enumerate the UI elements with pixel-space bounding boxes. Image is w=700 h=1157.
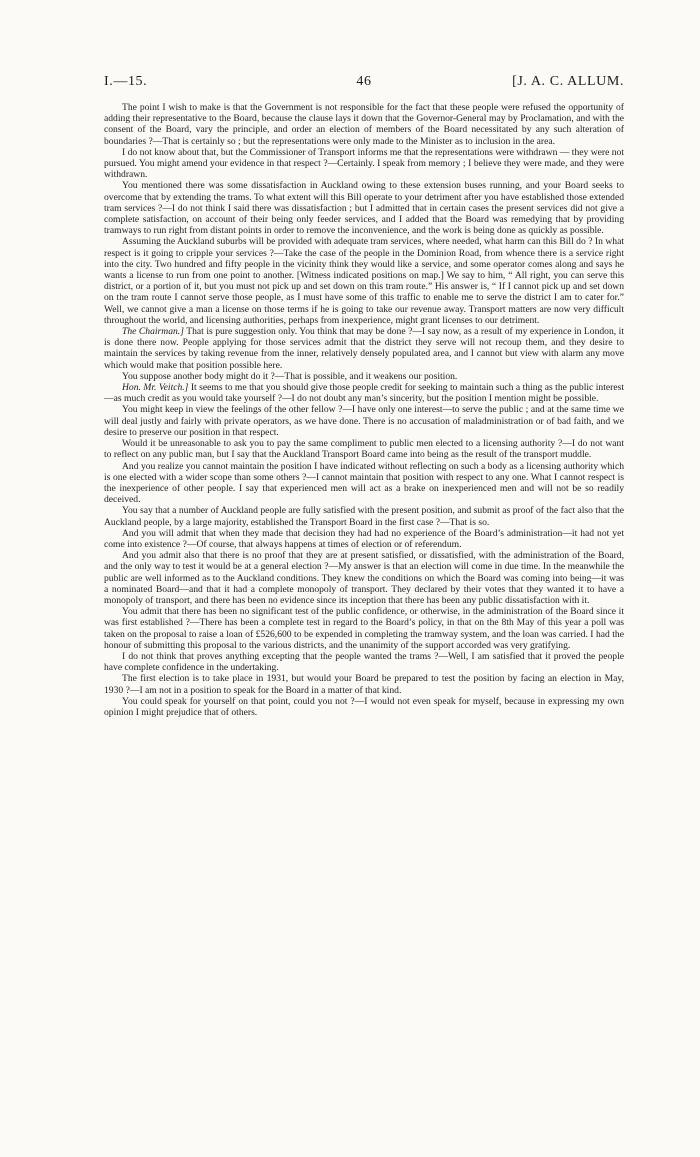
paragraph-text: Would it be unreasonable to ask you to pay the same compliment to public men elected to a licensing authority ?—I do not want to reflect on any public man, but I say that the Auckland Transport Board came into being as the result of the transport muddle. — [104, 438, 624, 461]
paragraph — [104, 696, 624, 718]
paragraph — [104, 147, 624, 181]
paragraph-text: I do not know about that, but the Commissioner of Transport informs me that the representations were withdrawn — they were not pursued. You might amend your evidence in that respect ?—Certainly. I speak from memory ; I believe they were made, and they were withdrawn. — [104, 146, 624, 181]
paragraph-text: You suppose another body might do it ?—That is possible, and it weakens our position. — [122, 370, 458, 382]
paragraph-text: The first election is to take place in 1931, but would your Board be prepared to test the position by facing an election in May, 1930 ?—I am not in a position to speak for the Board in a matter of that kind. — [104, 673, 624, 696]
paragraph-text: You could speak for yourself on that point, could you not ?—I would not even speak for myself, because in expressing my own opinion I might prejudice that of others. — [104, 695, 624, 718]
paragraph — [104, 236, 624, 326]
paragraph-text: I do not think that proves anything excepting that the people wanted the trams ?—Well, I am satisfied that it proved the people have complete confidence in the undertaking. — [104, 650, 624, 674]
paragraph — [104, 180, 624, 236]
paragraph-text: That is pure suggestion only. You think that may be done ?—I say now, as a result of my experience in London, it is done there now. People applying for those services admit that the district they serve will not recoup them, and they desire to maintain the services by taking revenue from the inner, relatively densely populated area, and I cannot but view with alarm any move which would make that position possible here. — [104, 326, 624, 371]
paragraph-text: The point I wish to make is that the Government is not responsible for the fact that these people were refused the opportunity of adding their representative to the Board, because the clause lays it down that the Governor-General may by Proclamation, and with the consent of the Board, vary the principle, and order an election of members of the Board necessitated by any such alteration of boundaries ?—That is certainly so ; but the representations were only made to the Minister as to inclusion in the area. — [104, 102, 624, 147]
speaker-label: The Chairman.] — [122, 326, 184, 338]
page-number: 46 — [356, 74, 372, 89]
paragraph — [104, 606, 624, 651]
paragraph-text: You say that a number of Auckland people are fully satisfied with the present position, and submit as proof of the fact also that the Auckland people, by a large majority, established the Transport Board in the first case ?—That is so. — [104, 505, 624, 528]
paragraph — [104, 326, 624, 371]
paragraph-text: You mentioned there was some dissatisfaction in Auckland owing to these extension buses running, and your Board seeks to overcome that by extending the trams. To what extent will this Bill operate to your detriment after you have established those extended tram services ?—I do not think I said there was dissatisfaction ; but I admitted that in certain cases the present services did not give a complete satisfaction, on account of their being only feeder services, and I added that the Board was remedying that by providing tramways to run right from distant points in order to remove the inconvenience, and the work is being done as quickly as possible. — [104, 180, 624, 237]
speaker-label: Hon. Mr. Veitch.] — [122, 382, 189, 394]
report-reference: I.—15. — [104, 74, 148, 89]
paragraph-text: You admit that there has been no significant test of the public confidence, or otherwise, in the administration of the Board since it was first established ?—There has been a complete test in regard to the Board’s policy, in that on the 8th May of this year a poll was taken on the proposal to raise a loan of £526,600 to be expended in completing the tramway system, and the loan was carried. I had the honour of submitting this proposal to the various districts, and the unanimity of the support accorded was very gratifying. — [104, 606, 624, 651]
paragraph — [104, 382, 624, 404]
paragraph — [104, 673, 624, 695]
paragraph — [104, 404, 624, 438]
paragraph — [104, 528, 624, 550]
paragraph — [104, 102, 624, 147]
paragraph — [104, 550, 624, 606]
paragraph-text: And you will admit that when they made that decision they had had no experience of the Board’s administration—it had not yet come into existence ?—Of course, that always happens at times of election or of referendum. — [104, 527, 624, 550]
paragraph-text: Assuming the Auckland suburbs will be provided with adequate tram services, where needed, what harm can this Bill do ? In what respect is it going to cripple your services ?—Take the case of the people in the Dominion Road, from whence there is a service right into the city. Two hundred and fifty people in the vicinity think they would like a service, and some operator comes along and says he wants a license to run from one point to another. [Witness indicated positions on map.] We say to him, “ All right, you can serve this district, or a portion of it, but you must not pick up and set down on this tram route.” His answer is, “ If I cannot pick up and set down on the tram route I cannot serve those people, as I must have some of this traffic to enable me to serve the district I am to cater for.” Well, we cannot give a man a license on those terms if he is going to take our revenue away. Transport matters are now very difficult throughout the world, and licensing authorities, perhaps from inexperience, might grant licenses to our detriment. — [104, 236, 624, 326]
paragraph-text: And you admit also that there is no proof that they are at present satisfied, or dissatisfied, with the administration of the Board, and the only way to test it would be at a general election ?—My answer is that an election will come in due time. In the meanwhile the public are well informed as to the Auckland conditions. They knew the conditions on which the Board was coming into being—it was a nominated Board—and that it had a complete monopoly of transport. They declared by their votes that they wanted it to have a monopoly of transport, and there has been no evidence since its inception that there has been any public dissatisfaction with it. — [104, 550, 624, 606]
page-header — [104, 70, 624, 94]
witness-name: [J. A. C. ALLUM. — [512, 74, 624, 89]
paragraph-text: You might keep in view the feelings of the other fellow ?—I have only one interest—to serve the public ; and at the same time we will deal justly and fairly with private operators, as we have done. There is no accusation of maladministration or of bad faith, and we desire to preserve our position in that respect. — [104, 404, 624, 438]
evidence-text — [104, 102, 624, 718]
paragraph — [104, 651, 624, 673]
paragraph-text: It seems to me that you should give those people credit for seeking to maintain such a thing as the public interest—as much credit as you would take yourself ?—I do not doubt any man’s sincerity, but the position I mention might be possible. — [104, 382, 624, 405]
paragraph-text: And you realize you cannot maintain the position I have indicated without reflecting on such a body as a licensing authority which is one elected with a wider scope than some others ?—I cannot maintain that position with respect to any one. What I cannot respect is the inexperience of other people. I say that experienced men will act as a brake on inexperienced men and will not be so readily deceived. — [104, 460, 624, 506]
paragraph — [104, 505, 624, 527]
paragraph — [104, 438, 624, 460]
paragraph — [104, 461, 624, 506]
paragraph — [104, 371, 624, 382]
